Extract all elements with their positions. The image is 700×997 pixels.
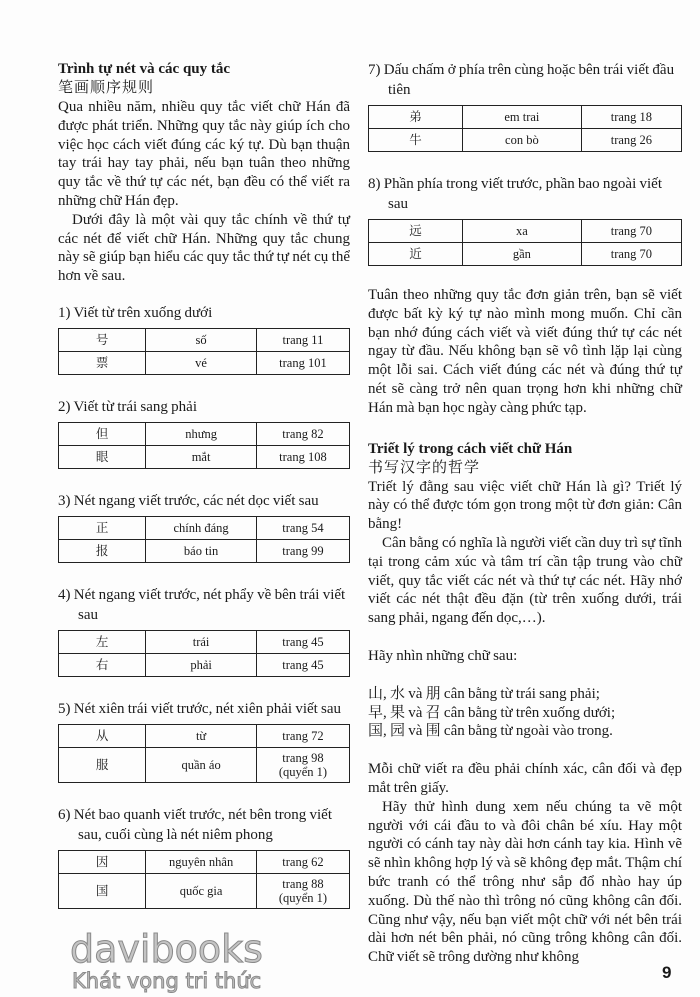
rules-list xyxy=(58,303,350,909)
page-reference: trang 108 xyxy=(256,445,349,468)
table-row xyxy=(59,724,350,747)
meaning: xa xyxy=(462,220,581,243)
stroke-rule xyxy=(58,303,350,375)
chinese-character: 眼 xyxy=(59,445,146,468)
heading-chinese-2: 书写汉字的哲学 xyxy=(368,459,481,476)
rule-title: 8) Phần phía trong viết trước, phần bao ngoài viết sau xyxy=(368,176,662,212)
meaning: mắt xyxy=(146,445,257,468)
table-row xyxy=(59,653,350,676)
page-reference: trang 101 xyxy=(256,351,349,374)
rule-title: 6) Nét bao quanh viết trước, nét bên trong viết sau, cuối cùng là nét niêm phong xyxy=(58,806,332,843)
example-line: 山, 水 và 朋 cân bằng từ trái sang phải; xyxy=(368,685,600,702)
chinese-character: 服 xyxy=(59,747,146,782)
table-row xyxy=(59,747,350,782)
rule-table xyxy=(368,219,682,266)
meaning: quốc gia xyxy=(146,873,257,908)
heading-title-2: Triết lý trong cách viết chữ Hán xyxy=(368,440,573,457)
chinese-character: 牛 xyxy=(369,129,463,152)
table-row xyxy=(59,850,350,873)
page-reference: trang 62 xyxy=(256,850,349,873)
meaning: quần áo xyxy=(146,747,257,782)
meaning: em trai xyxy=(462,106,581,129)
rule-title: 1) Viết từ trên xuống dưới xyxy=(58,304,213,321)
chinese-character: 从 xyxy=(59,724,146,747)
table-row xyxy=(369,220,682,243)
section-heading xyxy=(58,60,350,286)
chinese-character: 右 xyxy=(59,653,146,676)
table-row xyxy=(369,129,682,152)
meaning: chính đáng xyxy=(146,516,257,539)
meaning: báo tin xyxy=(146,539,257,562)
accuracy-paragraph: Mỗi chữ viết ra đều phải chính xác, cân đối và đẹp mắt trên giấy. xyxy=(368,761,682,796)
meaning: trái xyxy=(146,630,257,653)
philosophy-section xyxy=(368,440,682,967)
rule-table xyxy=(58,328,350,375)
stroke-rule xyxy=(368,60,682,152)
meaning: nhưng xyxy=(146,422,257,445)
page-reference: trang 70 xyxy=(581,220,681,243)
page-reference: trang 18 xyxy=(581,106,681,129)
table-row xyxy=(59,351,350,374)
balance-paragraph: Cân bằng có nghĩa là người viết cần duy trì sự tĩnh tại trong cảm xúc và tâm trí cần tập trung vào chữ viết, quy tắc viết các nét và thứ tự các nét. Hãy nhớ viết các nét thật đều đặn (từ trên xuống dưới, trái sang phải, ngang đến dọc,…). xyxy=(368,534,682,627)
chinese-character: 报 xyxy=(59,539,146,562)
stroke-rule xyxy=(58,805,350,909)
chinese-character: 因 xyxy=(59,850,146,873)
rule-table xyxy=(58,724,350,783)
rule-table xyxy=(58,422,350,469)
stroke-rule xyxy=(58,397,350,469)
stroke-rule xyxy=(58,585,350,677)
heading-chinese: 笔画顺序规则 xyxy=(58,80,155,96)
meaning: nguyên nhân xyxy=(146,850,257,873)
table-row xyxy=(59,873,350,908)
rule-title: 5) Nét xiên trái viết trước, nét xiên phải viết sau xyxy=(58,700,342,717)
conclusion xyxy=(368,286,682,418)
page-reference: trang 11 xyxy=(256,328,349,351)
page-reference: trang 54 xyxy=(256,516,349,539)
right-column xyxy=(368,60,682,967)
rule-title: 4) Nét ngang viết trước, nét phẩy về bên trái viết sau xyxy=(58,586,346,623)
stroke-rule xyxy=(58,699,350,783)
table-row xyxy=(59,630,350,653)
page-reference: trang 45 xyxy=(256,630,349,653)
table-row xyxy=(59,328,350,351)
chinese-character: 票 xyxy=(59,351,146,374)
table-row xyxy=(59,539,350,562)
watermark-slogan: Khát vọng tri thức xyxy=(72,969,262,993)
page-reference: trang 82 xyxy=(256,422,349,445)
page-reference: trang 26 xyxy=(581,129,681,152)
imagine-paragraph: Hãy thử hình dung xem nếu chúng ta vẽ một người với cái đầu to và đôi chân bé xíu. Hay một người có cánh tay này dài hơn cánh tay kia. Hình vẽ sẽ nhìn không hợp lý và sẽ không đẹp mắt. Thậm chí bức tranh có thể trông như sắp đổ nhào hay úp xuống. Dù thế nào thì trông nó cũng không cân đối. Cũng như vậy, nếu bạn viết một chữ với nét bên trái dài hơn nét bên phải, nó cũng trông không cân đối. Chữ viết sẽ trông dường như không xyxy=(368,798,682,966)
chinese-character: 弟 xyxy=(369,106,463,129)
example-line: 早, 果 và 召 cân bằng từ trên xuống dưới; xyxy=(368,704,616,721)
stroke-rule xyxy=(58,491,350,563)
heading-title: Trình tự nét và các quy tắc xyxy=(58,61,231,77)
intro-paragraph-2: Dưới đây là một vài quy tắc chính về thứ tự các nét để viết chữ Hán. Những quy tắc chung này sẽ giúp bạn hiểu các quy tắc thứ tự nét cụ thể hơn về sau. xyxy=(58,211,350,285)
intro-paragraph: Qua nhiều năm, nhiều quy tắc viết chữ Hán đã được phát triển. Những quy tắc này giúp ích cho việc học cách viết đúng các ký tự. Dù bạn thuận tay trái hay tay phải, nếu bạn tuân theo những quy tắc về thứ tự các nét, bạn đều có thể viết ra những chữ Hán đẹp. xyxy=(58,99,350,209)
rule-table xyxy=(58,516,350,563)
page-reference: trang 98 (quyển 1) xyxy=(256,747,349,782)
rule-title: 2) Viết từ trái sang phải xyxy=(58,398,198,415)
look-text: Hãy nhìn những chữ sau: xyxy=(368,647,518,664)
chinese-character: 远 xyxy=(369,220,463,243)
page-reference: trang 70 xyxy=(581,243,681,266)
table-row xyxy=(59,516,350,539)
rule-table xyxy=(58,850,350,909)
rule-table xyxy=(58,630,350,677)
table-row xyxy=(59,445,350,468)
left-column xyxy=(58,60,350,909)
meaning: số xyxy=(146,328,257,351)
page-number: 9 xyxy=(662,963,672,982)
meaning: con bò xyxy=(462,129,581,152)
chinese-character: 正 xyxy=(59,516,146,539)
table-row xyxy=(369,243,682,266)
page-reference: trang 45 xyxy=(256,653,349,676)
rule-title: 3) Nét ngang viết trước, các nét dọc viết sau xyxy=(58,492,319,509)
chinese-character: 国 xyxy=(59,873,146,908)
chinese-character: 号 xyxy=(59,328,146,351)
chinese-character: 近 xyxy=(369,243,463,266)
rules-list xyxy=(368,60,682,266)
page-reference: trang 99 xyxy=(256,539,349,562)
page-reference: trang 88 (quyển 1) xyxy=(256,873,349,908)
meaning: phải xyxy=(146,653,257,676)
meaning: vé xyxy=(146,351,257,374)
meaning: từ xyxy=(146,724,257,747)
philosophy-paragraph: Triết lý đằng sau việc viết chữ Hán là gì? Triết lý này có thể được tóm gọn trong một từ đơn giản: Cân bằng! xyxy=(368,478,682,533)
chinese-character: 但 xyxy=(59,422,146,445)
page-reference: trang 72 xyxy=(256,724,349,747)
chinese-character: 左 xyxy=(59,630,146,653)
rule-table xyxy=(368,105,682,152)
rule-title: 7) Dấu chấm ở phía trên cùng hoặc bên trái viết đầu tiên xyxy=(368,62,675,98)
meaning: gần xyxy=(462,243,581,266)
table-row xyxy=(59,422,350,445)
watermark-brand: davibooks xyxy=(70,927,263,971)
table-row xyxy=(369,106,682,129)
conclusion-paragraph: Tuân theo những quy tắc đơn giản trên, bạn sẽ viết được bất kỳ ký tự nào mình mong muốn. Chỉ cần bạn nhớ đúng cách viết và viết đúng thứ tự các nét ngay từ đầu. Nếu không bạn sẽ vô tình lặp lại cùng một lỗi sai. Cách viết đúng các nét và đúng thứ tự nét sẽ càng trở nên quan trọng hơn khi những chữ Hán mà bạn học ngày càng phức tạp. xyxy=(368,287,682,416)
stroke-rule xyxy=(368,174,682,266)
example-line: 国, 园 và 围 cân bằng từ ngoài vào trong. xyxy=(368,723,613,740)
